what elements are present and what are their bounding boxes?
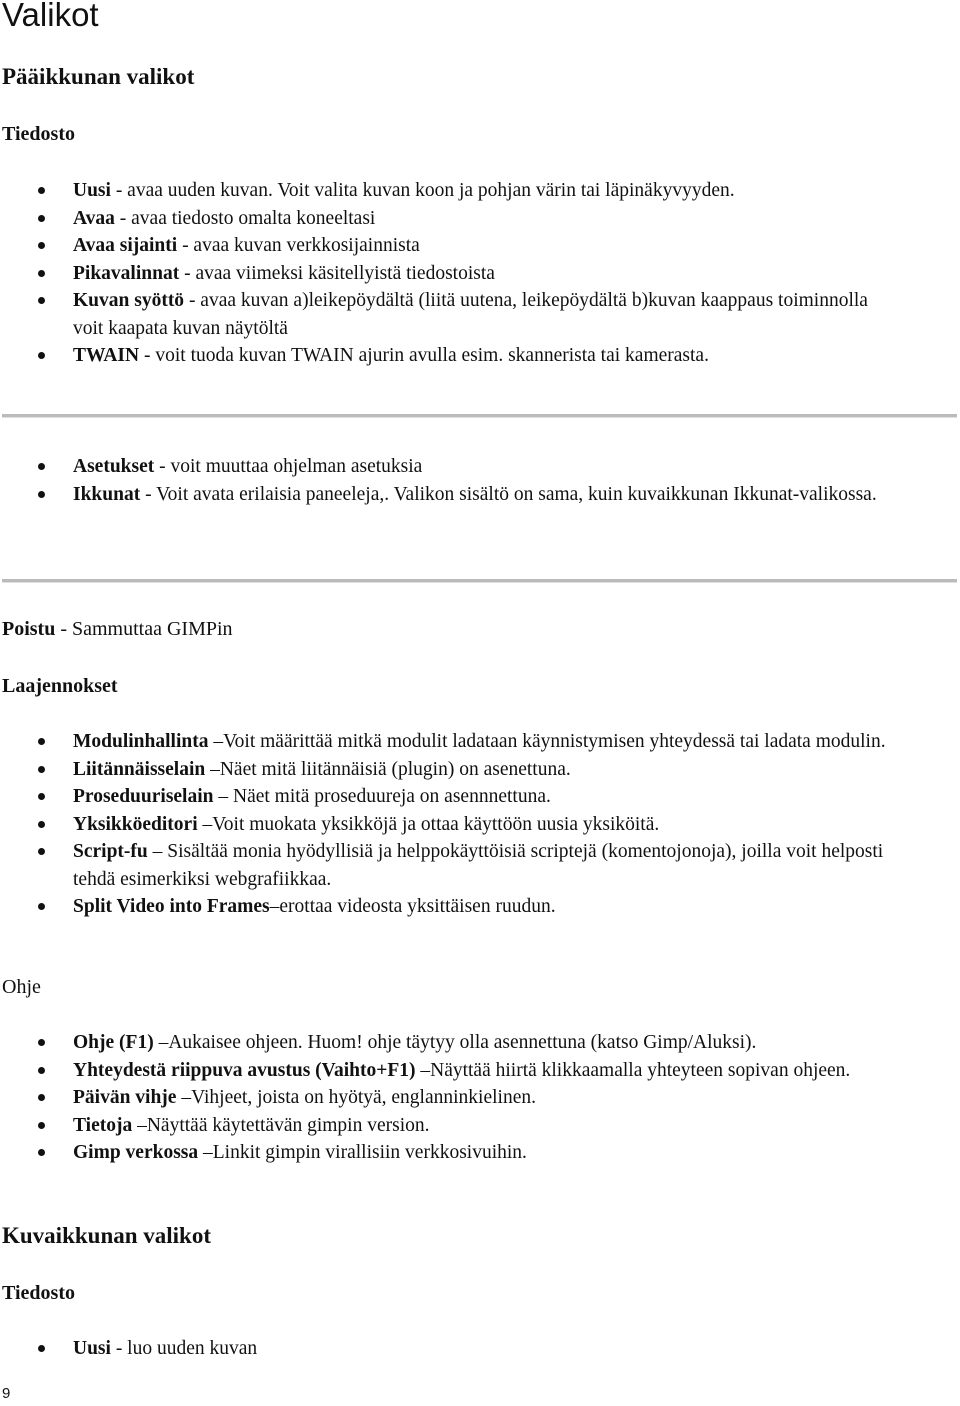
divider (2, 414, 957, 418)
extensions-heading: Laajennokset (2, 675, 118, 697)
image-menus-heading: Kuvaikkunan valikot (2, 1223, 212, 1248)
list-item: Proseduuriselain – Näet mitä proseduureja on asennnettuna. (0, 783, 900, 811)
divider (2, 579, 957, 583)
page-title: Valikot (2, 0, 99, 33)
list-item: Päivän vihje –Vihjeet, joista on hyötyä, englanninkielinen. (0, 1084, 900, 1112)
list-item: Split Video into Frames–erottaa videosta yksittäisen ruudun. (0, 893, 900, 921)
main-menus-heading: Pääikkunan valikot (2, 64, 195, 89)
list-item: Ohje (F1) –Aukaisee ohjeen. Huom! ohje täytyy olla asennettuna (katso Gimp/Aluksi). (0, 1029, 900, 1057)
list-item: Pikavalinnat - avaa viimeksi käsitellyistä tiedostoista (0, 260, 900, 288)
list-item: Tietoja –Näyttää käytettävän gimpin version. (0, 1112, 900, 1140)
quit-entry: Poistu - Sammuttaa GIMPin (2, 618, 233, 640)
image-file-heading: Tiedosto (2, 1282, 75, 1304)
list-item: Gimp verkossa –Linkit gimpin virallisiin verkkosivuihin. (0, 1139, 900, 1167)
list-item: Yksikköeditori –Voit muokata yksikköjä ja ottaa käyttöön uusia yksiköitä. (0, 811, 900, 839)
list-item: Yhteydestä riippuva avustus (Vaihto+F1) –Näyttää hiirtä klikkaamalla yhteyteen sopivan ohjeen. (0, 1057, 900, 1085)
list-item: Uusi - luo uuden kuvan (0, 1335, 900, 1363)
file-list (0, 177, 900, 370)
help-heading: Ohje (2, 976, 41, 998)
list-item: Liitännäisselain –Näet mitä liitännäisiä (plugin) on asenettuna. (0, 756, 900, 784)
list-item: Avaa sijainti - avaa kuvan verkkosijainnista (0, 232, 900, 260)
list-item: Script-fu – Sisältää monia hyödyllisiä ja helppokäyttöisiä scriptejä (komentojonoja), joilla voit helposti tehdä esimerkiksi webgrafiikkaa. (0, 838, 900, 893)
list-item: Ikkunat - Voit avata erilaisia paneeleja,. Valikon sisältö on sama, kuin kuvaikkunan Ikkunat-valikossa. (0, 481, 900, 509)
list-item: Asetukset - voit muuttaa ohjelman asetuksia (0, 453, 900, 481)
list-item: TWAIN - voit tuoda kuvan TWAIN ajurin avulla esim. skannerista tai kamerasta. (0, 342, 900, 370)
list-item: Kuvan syöttö - avaa kuvan a)leikepöydältä (liitä uutena, leikepöydältä b)kuvan kaappaus toiminnolla voit kaapata kuvan näytöltä (0, 287, 900, 342)
file-heading: Tiedosto (2, 123, 75, 145)
list-item: Modulinhallinta –Voit määrittää mitkä modulit ladataan käynnistymisen yhteydessä tai ladata modulin. (0, 728, 900, 756)
file-list-continued (0, 453, 900, 508)
extensions-list (0, 728, 900, 921)
image-file-list (0, 1335, 900, 1363)
list-item: Uusi - avaa uuden kuvan. Voit valita kuvan koon ja pohjan värin tai läpinäkyvyyden. (0, 177, 900, 205)
list-item: Avaa - avaa tiedosto omalta koneeltasi (0, 205, 900, 233)
help-list (0, 1029, 900, 1167)
page-number: 9 (2, 1385, 11, 1402)
